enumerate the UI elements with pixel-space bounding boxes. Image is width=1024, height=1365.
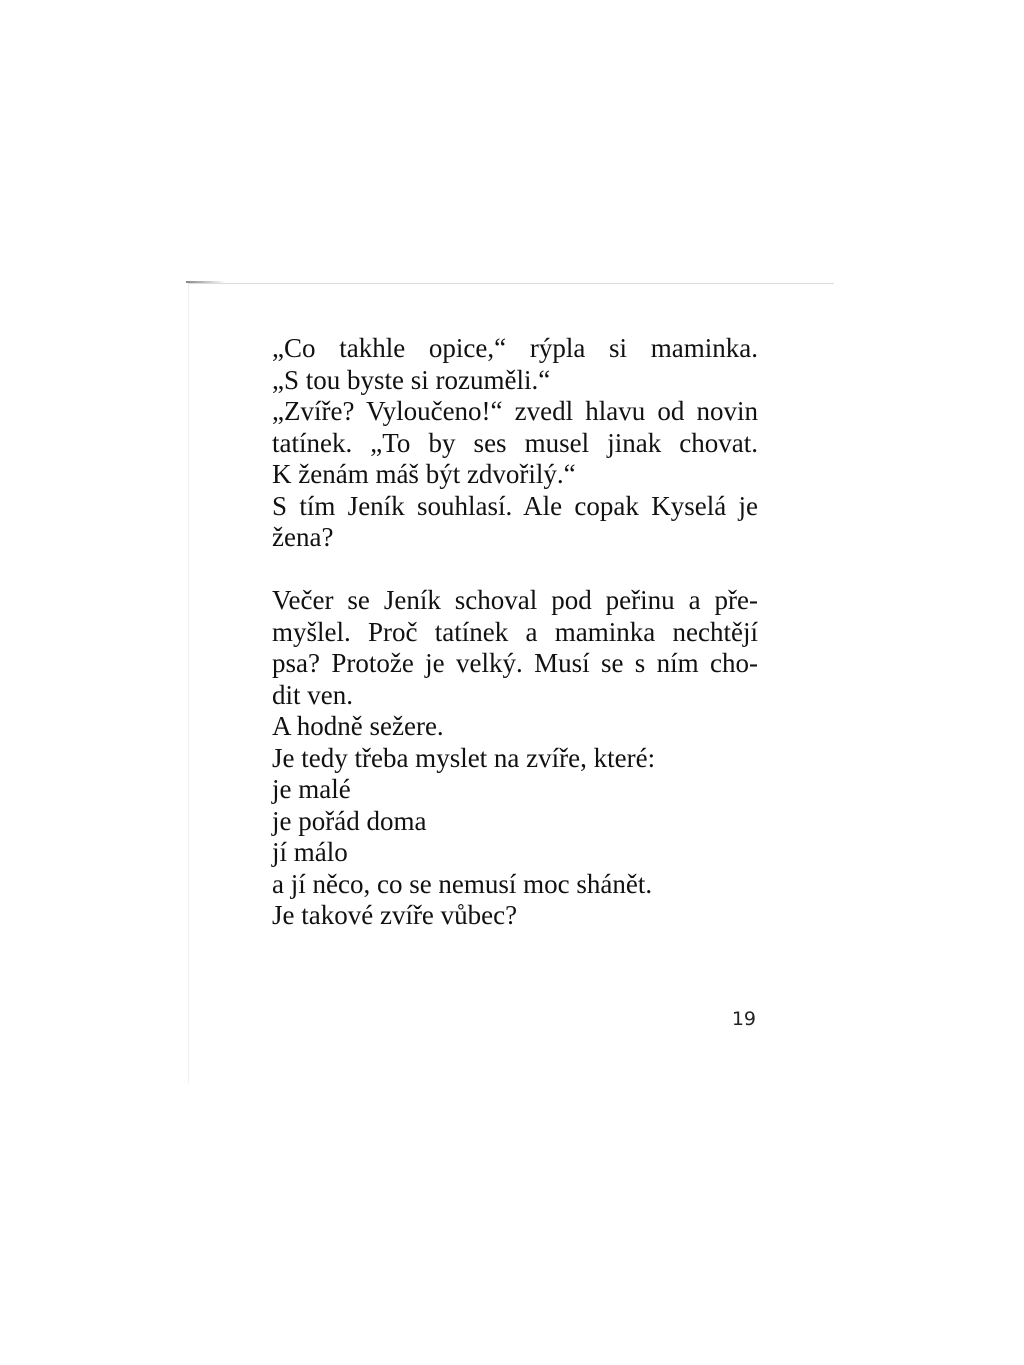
text-line: „S tou byste si rozuměli.“ [272,364,551,395]
page-number: 19 [731,1008,756,1030]
text-line: S tím Jeník souhlasí. Ale copak Kyselá je [272,490,758,521]
text-line: je pořád doma [272,805,427,836]
text-line: tatínek. „To by ses musel jinak chovat. [272,427,758,458]
text-line: je malé [272,774,351,804]
text-line: myšlel. Proč tatínek a maminka nechtějí [272,616,758,647]
text-line: Je tedy třeba myslet na zvíře, které: [272,742,656,773]
text-line: A hodně sežere. [272,711,444,741]
text-line: Je takové zvíře vůbec? [272,900,518,930]
text-line: „Co takhle opice,“ rýpla si maminka. [272,333,758,363]
scan-mark [186,281,226,283]
text-line: jí málo [272,837,348,867]
text-line: Večer se Jeník schoval pod peřinu a pře- [272,585,758,615]
text-line: a jí něco, co se nemusí moc shánět. [272,868,653,899]
body-text [272,333,758,932]
text-line: „Zvíře? Vyloučeno!“ zvedl hlavu od novin [272,396,758,426]
text-line: psa? Protože je velký. Musí se s ním cho- [272,648,758,678]
paragraph-1 [272,333,758,554]
text-line: žena? [272,522,334,552]
paragraph-gap [272,554,758,586]
paragraph-2 [272,585,758,932]
text-line: dit ven. [272,679,353,710]
text-line: K ženám máš být zdvořilý.“ [272,459,576,489]
